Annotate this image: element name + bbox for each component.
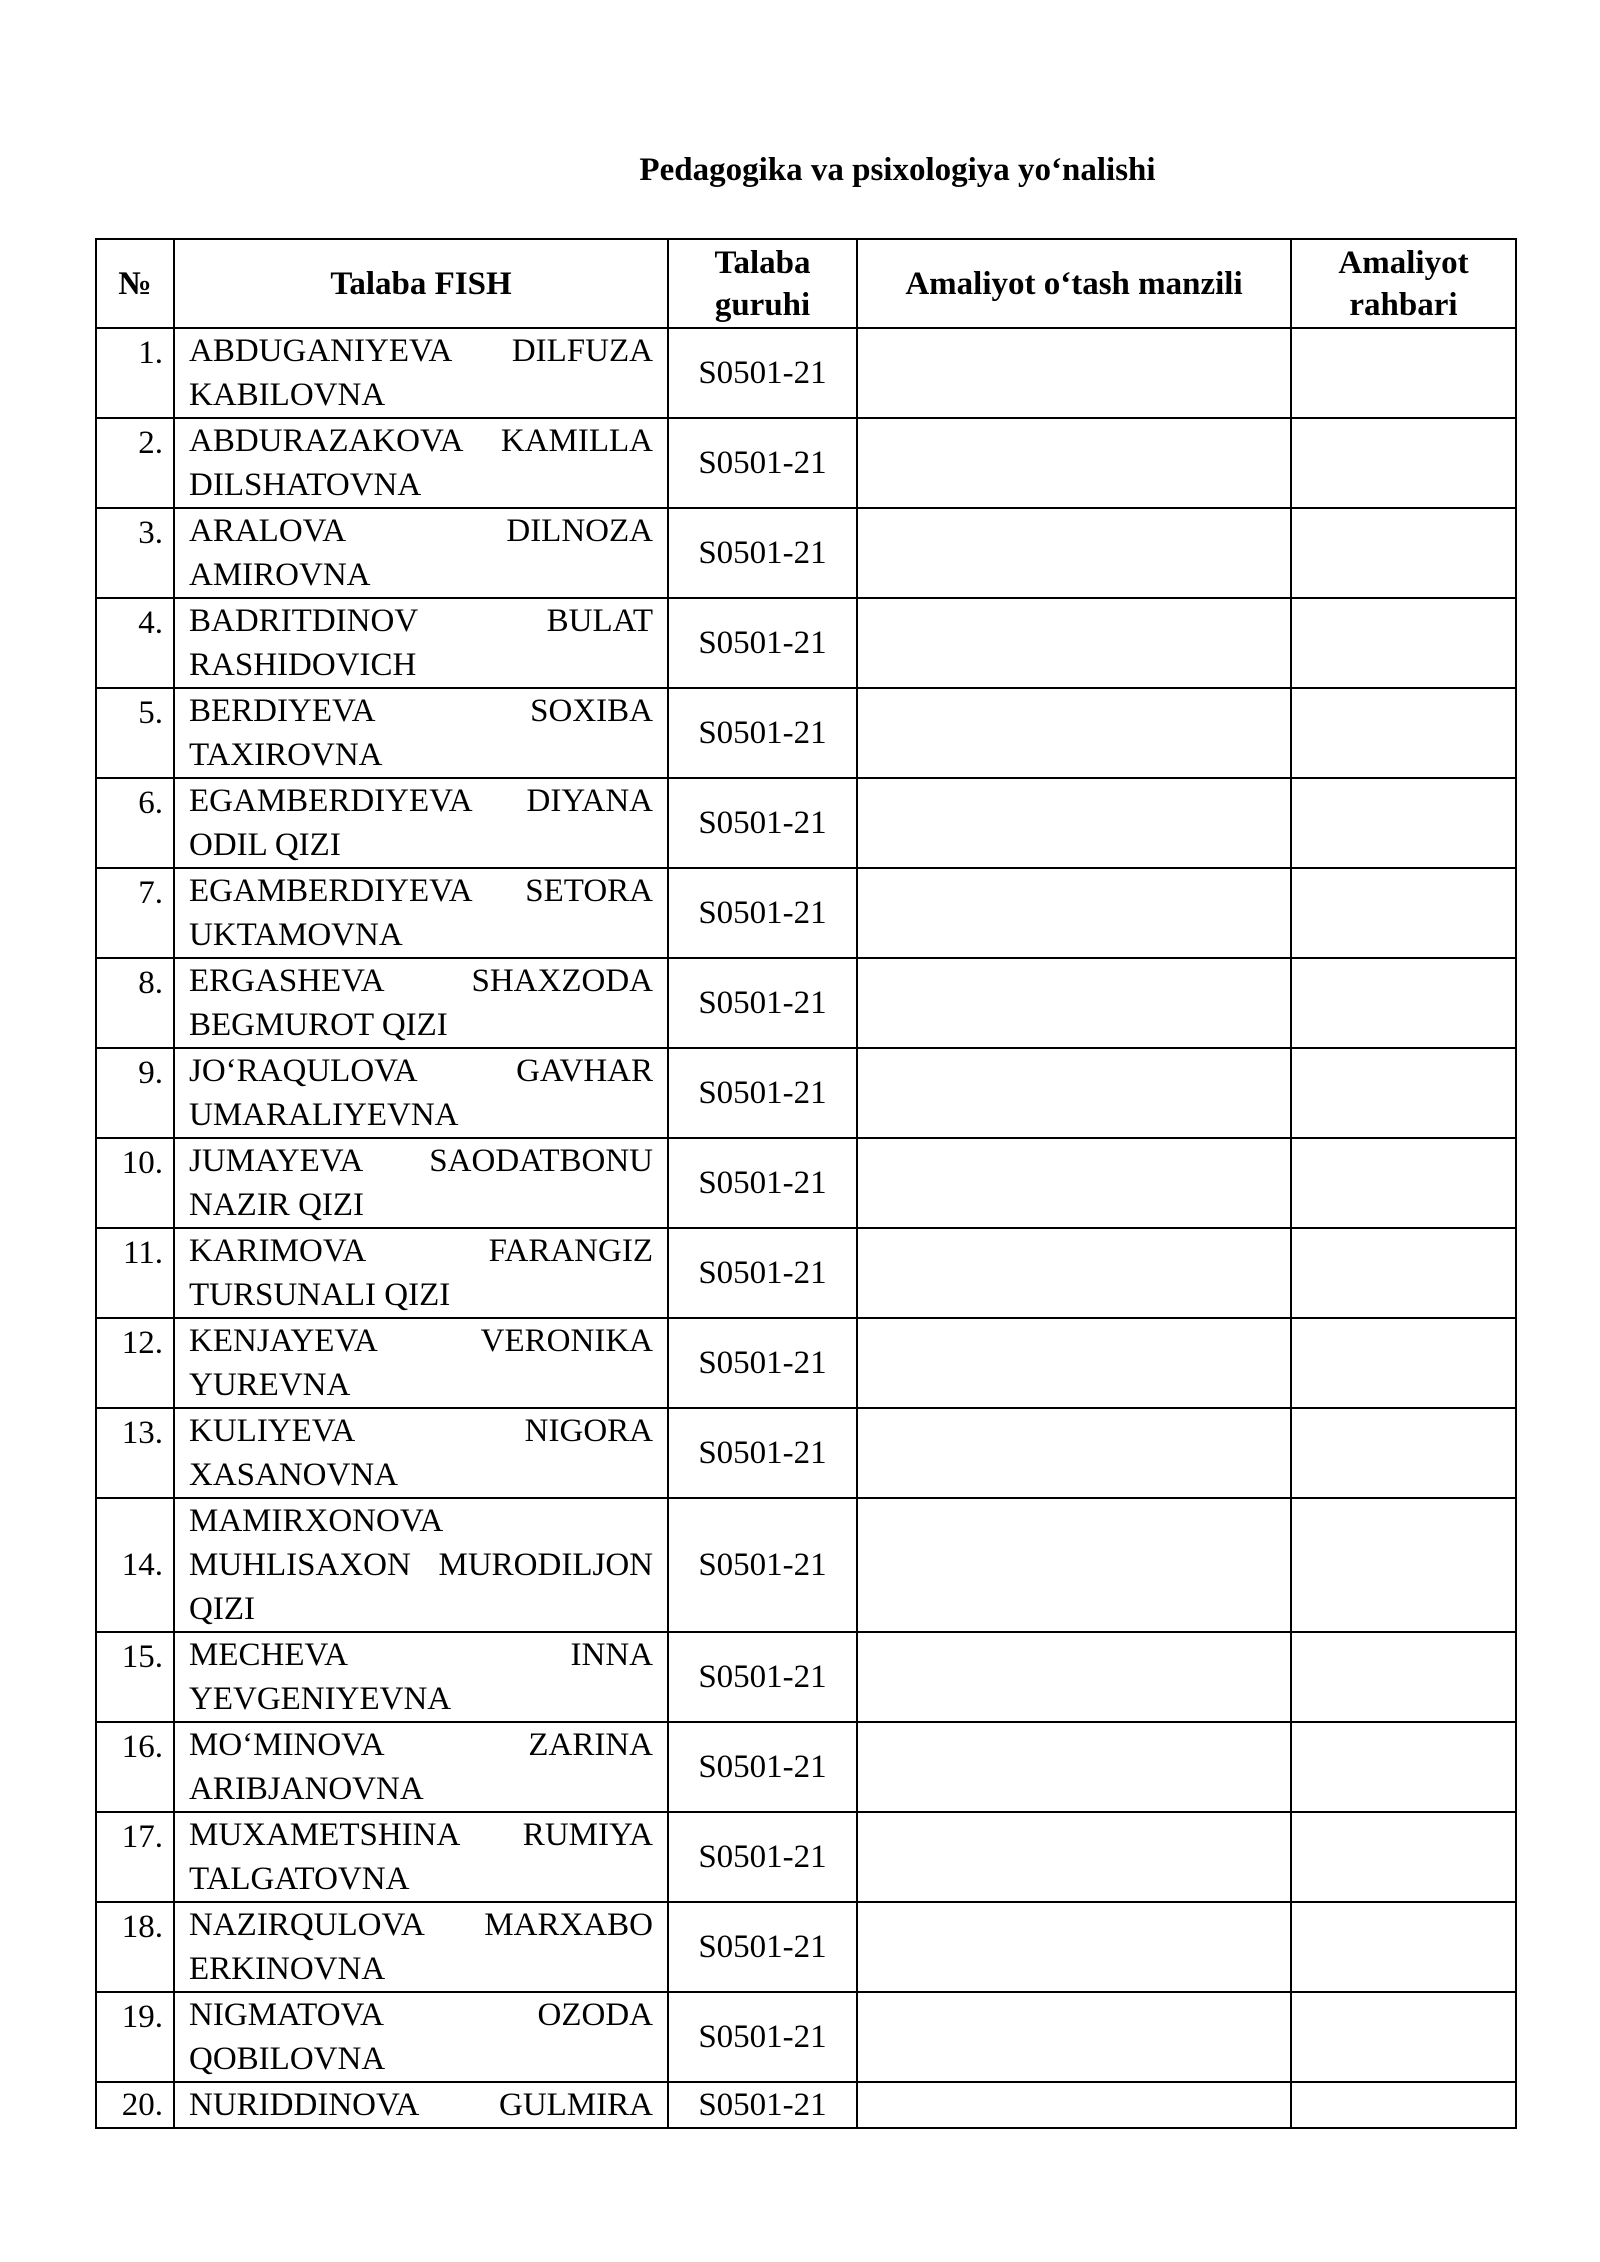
student-name: ARALOVA DILNOZA AMIROVNA <box>174 508 668 598</box>
student-name: EGAMBERDIYEVA DIYANA ODIL QIZI <box>174 778 668 868</box>
student-name: MUXAMETSHINA RUMIYA TALGATOVNA <box>174 1812 668 1902</box>
table-row <box>96 598 1516 688</box>
row-number: 6. <box>96 778 174 868</box>
row-number: 16. <box>96 1722 174 1812</box>
practice-address <box>857 2082 1291 2128</box>
row-number: 17. <box>96 1812 174 1902</box>
page-title: Pedagogika va psixologiya yo‘nalishi <box>639 152 1156 188</box>
table-row <box>96 958 1516 1048</box>
practice-supervisor <box>1291 1498 1516 1632</box>
table-row <box>96 1318 1516 1408</box>
practice-supervisor <box>1291 1138 1516 1228</box>
student-group: S0501-21 <box>668 1902 857 1992</box>
header-supervisor: Amaliyot rahbari <box>1291 239 1516 328</box>
practice-supervisor <box>1291 1722 1516 1812</box>
row-number: 12. <box>96 1318 174 1408</box>
student-group: S0501-21 <box>668 1228 857 1318</box>
student-name: ERGASHEVA SHAXZODA BEGMUROT QIZI <box>174 958 668 1048</box>
practice-supervisor <box>1291 1902 1516 1992</box>
practice-supervisor <box>1291 1812 1516 1902</box>
row-number: 5. <box>96 688 174 778</box>
practice-supervisor <box>1291 508 1516 598</box>
row-number: 11. <box>96 1228 174 1318</box>
practice-address <box>857 778 1291 868</box>
practice-supervisor <box>1291 778 1516 868</box>
student-group: S0501-21 <box>668 868 857 958</box>
table-body <box>96 328 1516 2128</box>
student-name: KENJAYEVA VERONIKA YUREVNA <box>174 1318 668 1408</box>
table-row <box>96 1632 1516 1722</box>
practice-supervisor <box>1291 1228 1516 1318</box>
practice-supervisor <box>1291 418 1516 508</box>
row-number: 18. <box>96 1902 174 1992</box>
table-row <box>96 418 1516 508</box>
row-number: 3. <box>96 508 174 598</box>
student-group: S0501-21 <box>668 688 857 778</box>
practice-address <box>857 1318 1291 1408</box>
practice-address <box>857 688 1291 778</box>
practice-supervisor <box>1291 1318 1516 1408</box>
practice-address <box>857 1498 1291 1632</box>
practice-address <box>857 1048 1291 1138</box>
student-group: S0501-21 <box>668 418 857 508</box>
row-number: 15. <box>96 1632 174 1722</box>
practice-address <box>857 1632 1291 1722</box>
row-number: 10. <box>96 1138 174 1228</box>
student-group: S0501-21 <box>668 778 857 868</box>
practice-address <box>857 1138 1291 1228</box>
student-name: JO‘RAQULOVA GAVHAR UMARALIYEVNA <box>174 1048 668 1138</box>
student-group: S0501-21 <box>668 1498 857 1632</box>
table-row <box>96 1722 1516 1812</box>
table-row <box>96 1992 1516 2082</box>
table-row <box>96 2082 1516 2128</box>
practice-address <box>857 1228 1291 1318</box>
header-group: Talaba guruhi <box>668 239 857 328</box>
student-name: KULIYEVA NIGORA XASANOVNA <box>174 1408 668 1498</box>
table-row <box>96 1048 1516 1138</box>
practice-supervisor <box>1291 1992 1516 2082</box>
practice-supervisor <box>1291 1408 1516 1498</box>
student-group: S0501-21 <box>668 1318 857 1408</box>
student-name: NURIDDINOVA GULMIRA <box>174 2082 668 2128</box>
student-table <box>95 238 1517 2129</box>
row-number: 9. <box>96 1048 174 1138</box>
row-number: 2. <box>96 418 174 508</box>
student-group: S0501-21 <box>668 598 857 688</box>
row-number: 19. <box>96 1992 174 2082</box>
table-row <box>96 1498 1516 1632</box>
practice-address <box>857 1722 1291 1812</box>
practice-supervisor <box>1291 688 1516 778</box>
table-row <box>96 868 1516 958</box>
student-group: S0501-21 <box>668 1138 857 1228</box>
row-number: 8. <box>96 958 174 1048</box>
student-name: BADRITDINOV BULAT RASHIDOVICH <box>174 598 668 688</box>
student-group: S0501-21 <box>668 958 857 1048</box>
student-name: MO‘MINOVA ZARINA ARIBJANOVNA <box>174 1722 668 1812</box>
row-number: 1. <box>96 328 174 418</box>
header-address: Amaliyot o‘tash manzili <box>857 239 1291 328</box>
table-row <box>96 1228 1516 1318</box>
student-name: NAZIRQULOVA MARXABO ERKINOVNA <box>174 1902 668 1992</box>
practice-supervisor <box>1291 598 1516 688</box>
practice-address <box>857 328 1291 418</box>
practice-address <box>857 508 1291 598</box>
header-name: Talaba FISH <box>174 239 668 328</box>
table-row <box>96 688 1516 778</box>
student-group: S0501-21 <box>668 328 857 418</box>
student-name: MAMIRXONOVA MUHLISAXON MURODILJON QIZI <box>174 1498 668 1632</box>
student-group: S0501-21 <box>668 508 857 598</box>
practice-address <box>857 958 1291 1048</box>
student-name: MECHEVA INNA YEVGENIYEVNA <box>174 1632 668 1722</box>
student-group: S0501-21 <box>668 1632 857 1722</box>
practice-address <box>857 1408 1291 1498</box>
student-name: JUMAYEVA SAODATBONU NAZIR QIZI <box>174 1138 668 1228</box>
practice-address <box>857 598 1291 688</box>
student-name: ABDURAZAKOVA KAMILLA DILSHATOVNA <box>174 418 668 508</box>
student-group: S0501-21 <box>668 2082 857 2128</box>
practice-address <box>857 868 1291 958</box>
practice-address <box>857 1992 1291 2082</box>
practice-supervisor <box>1291 1632 1516 1722</box>
table-row <box>96 1408 1516 1498</box>
header-num: № <box>96 239 174 328</box>
practice-supervisor <box>1291 1048 1516 1138</box>
student-name: ABDUGANIYEVA DILFUZA KABILOVNA <box>174 328 668 418</box>
practice-supervisor <box>1291 958 1516 1048</box>
practice-supervisor <box>1291 328 1516 418</box>
table-row <box>96 1902 1516 1992</box>
practice-supervisor <box>1291 868 1516 958</box>
table-row <box>96 328 1516 418</box>
student-name: BERDIYEVA SOXIBA TAXIROVNA <box>174 688 668 778</box>
row-number: 7. <box>96 868 174 958</box>
student-group: S0501-21 <box>668 1408 857 1498</box>
table-row <box>96 1138 1516 1228</box>
student-name: EGAMBERDIYEVA SETORA UKTAMOVNA <box>174 868 668 958</box>
practice-supervisor <box>1291 2082 1516 2128</box>
practice-address <box>857 1812 1291 1902</box>
row-number: 13. <box>96 1408 174 1498</box>
practice-address <box>857 418 1291 508</box>
student-group: S0501-21 <box>668 1048 857 1138</box>
practice-address <box>857 1902 1291 1992</box>
student-name: NIGMATOVA OZODA QOBILOVNA <box>174 1992 668 2082</box>
table-row <box>96 1812 1516 1902</box>
table-header-row <box>96 239 1516 328</box>
student-group: S0501-21 <box>668 1992 857 2082</box>
student-group: S0501-21 <box>668 1722 857 1812</box>
table-row <box>96 508 1516 598</box>
row-number: 14. <box>96 1498 174 1632</box>
student-group: S0501-21 <box>668 1812 857 1902</box>
row-number: 20. <box>96 2082 174 2128</box>
table-row <box>96 778 1516 868</box>
row-number: 4. <box>96 598 174 688</box>
student-name: KARIMOVA FARANGIZ TURSUNALI QIZI <box>174 1228 668 1318</box>
